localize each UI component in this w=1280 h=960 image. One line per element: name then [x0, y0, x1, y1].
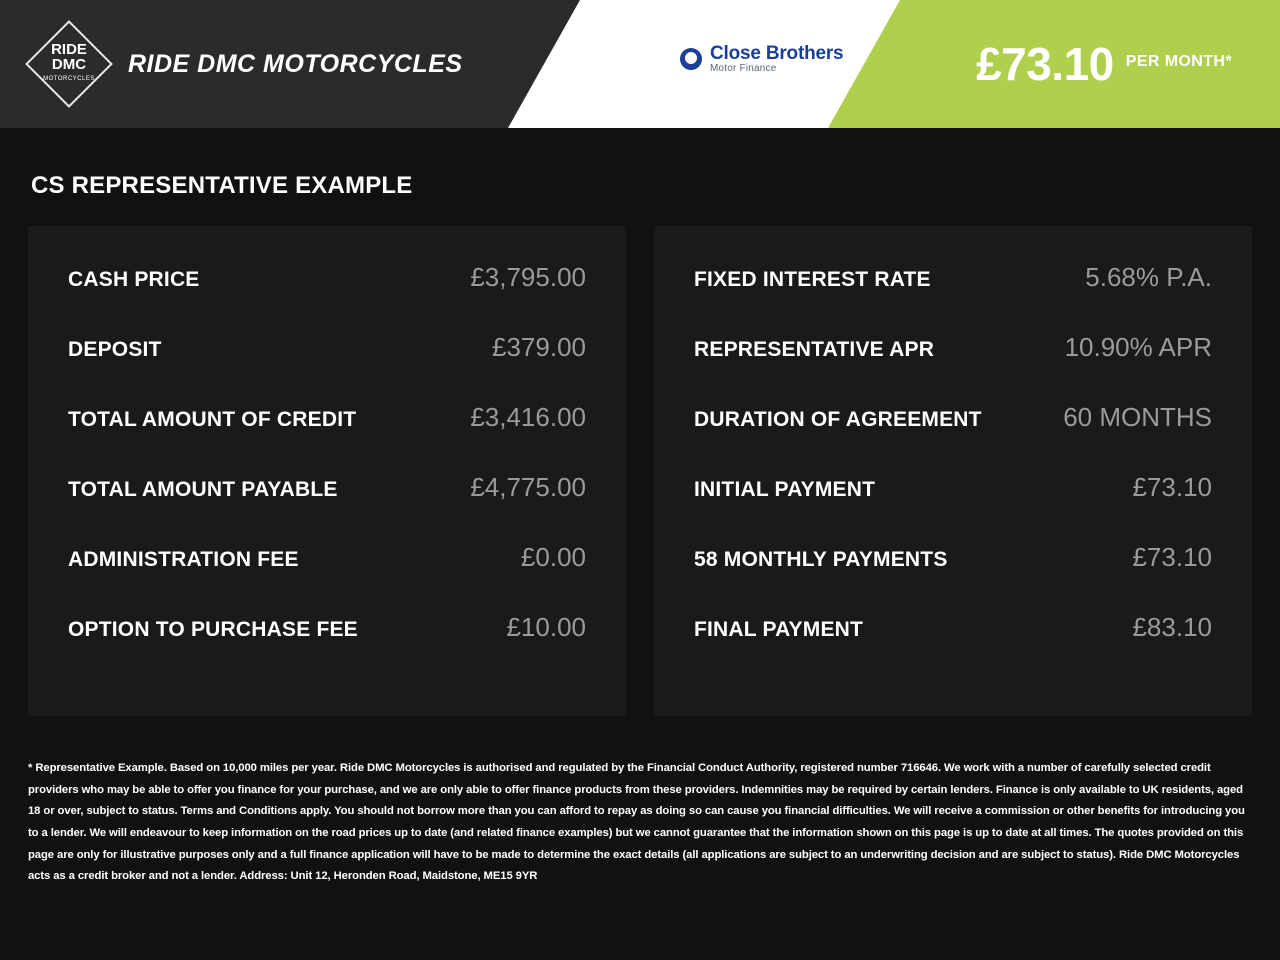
table-row	[52, 262, 602, 332]
row-value: 10.90% APR	[1064, 332, 1212, 362]
logo-sub: MOTORCYCLES	[43, 75, 95, 82]
row-label: FINAL PAYMENT	[694, 618, 864, 641]
brand-block	[28, 0, 463, 128]
lender-text	[710, 44, 843, 74]
row-label: OPTION TO PURCHASE FEE	[68, 618, 358, 641]
ride-dmc-logo-icon	[28, 23, 110, 105]
row-value: £10.00	[506, 612, 586, 642]
row-label: 58 MONTHLY PAYMENTS	[694, 548, 948, 571]
table-row	[678, 612, 1228, 682]
table-row	[52, 332, 602, 402]
table-row	[678, 402, 1228, 472]
price-unit: PER MONTH*	[1125, 53, 1232, 70]
disclaimer-text: * Representative Example. Based on 10,000 miles per year. Ride DMC Motorcycles is authorised and regulated by the Financial Conduct Authority, registered number 716646. We work with a number of carefully selected credit providers who may be able to offer you finance for your purchase, and we are only able to offer finance products from these providers. Indemnities may be required by certain lenders. Finance is only available to UK residents, aged 18 or over, subject to status. Terms and Conditions apply. You should not borrow more than you can afford to repay as doing so can cause you financial difficulties. We will receive a commission or other benefits for introducing you to a lender. We will endeavour to keep information on the road prices up to date (and related finance examples) but we cannot guarantee that the information shown on this page is up to date at all times. The quotes provided on this page are only for illustrative purposes only and a full finance application will have to be made to determine the exact details (all applications are subject to an underwriting decision and are subject to status). Ride DMC Motorcycles acts as a credit broker and not a lender. Address: Unit 12, Heronden Road, Maidstone, ME15 9YR	[28, 762, 1245, 883]
row-value: £3,416.00	[470, 402, 586, 432]
row-value: £73.10	[1132, 472, 1212, 502]
row-value: £379.00	[492, 332, 586, 362]
row-value: £3,795.00	[470, 262, 586, 292]
brand-name: RIDE DMC MOTORCYCLES	[128, 49, 463, 78]
price-amount: £73.10	[976, 38, 1114, 90]
row-value: £0.00	[520, 542, 586, 572]
row-value: 60 MONTHS	[1063, 402, 1212, 432]
table-row	[52, 542, 602, 612]
table-row	[678, 472, 1228, 542]
row-value: £83.10	[1132, 612, 1212, 642]
row-label: FIXED INTEREST RATE	[694, 268, 931, 291]
row-label: TOTAL AMOUNT OF CREDIT	[68, 408, 357, 431]
row-label: DEPOSIT	[68, 338, 162, 361]
row-label: INITIAL PAYMENT	[694, 478, 876, 501]
table-row	[678, 332, 1228, 402]
table-row	[678, 262, 1228, 332]
table-row	[52, 612, 602, 682]
lender-logo	[680, 44, 843, 74]
left-panel	[28, 226, 626, 716]
finance-columns	[28, 226, 1252, 716]
table-row	[678, 542, 1228, 612]
logo-line2: DMC	[51, 55, 87, 73]
logo-text	[43, 42, 95, 87]
row-value: 5.68% P.A.	[1085, 262, 1212, 292]
row-label: DURATION OF AGREEMENT	[694, 408, 982, 431]
row-value: £73.10	[1132, 542, 1212, 572]
row-value: £4,775.00	[470, 472, 586, 502]
close-brothers-icon	[680, 48, 702, 70]
row-label: ADMINISTRATION FEE	[68, 548, 299, 571]
right-panel	[654, 226, 1252, 716]
table-row	[52, 472, 602, 542]
monthly-price-block	[976, 0, 1232, 128]
page-header	[0, 0, 1280, 128]
logo-line1: RIDE	[51, 40, 87, 58]
main-content	[0, 128, 1280, 716]
row-label: TOTAL AMOUNT PAYABLE	[68, 478, 338, 501]
page-title: CS REPRESENTATIVE EXAMPLE	[31, 172, 413, 199]
lender-name: Close Brothers	[710, 43, 844, 64]
row-label: REPRESENTATIVE APR	[694, 338, 935, 361]
row-label: CASH PRICE	[68, 268, 200, 291]
lender-subtitle: Motor Finance	[710, 62, 777, 74]
table-row	[52, 402, 602, 472]
